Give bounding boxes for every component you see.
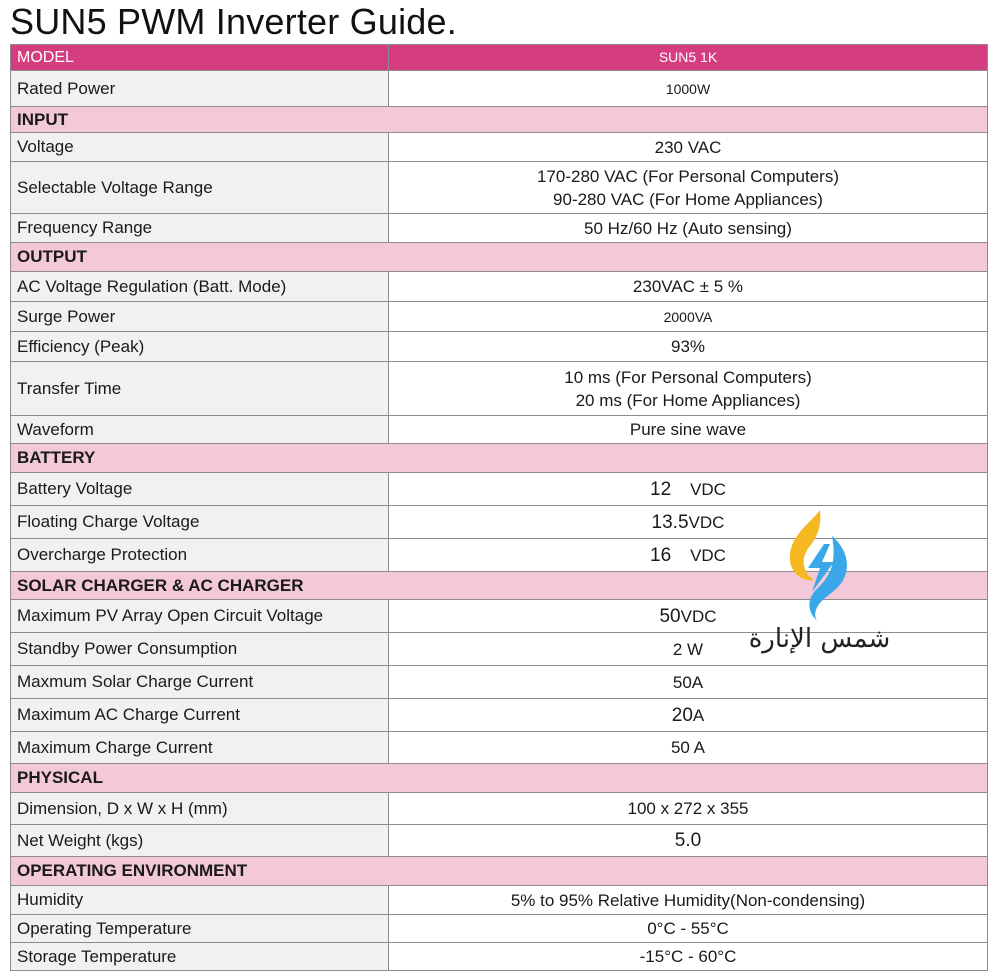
table-row — [11, 362, 988, 416]
row-value: 2 W — [389, 633, 988, 666]
table-row — [11, 825, 988, 857]
table-row — [11, 699, 988, 732]
section-title: PHYSICAL — [11, 764, 988, 793]
row-label: Battery Voltage — [11, 473, 389, 506]
table-row — [11, 133, 988, 162]
row-value: 230VAC ± 5 % — [389, 272, 988, 302]
row-value: 230 VAC — [389, 133, 988, 162]
row-label: Floating Charge Voltage — [11, 506, 389, 539]
row-label: Waveform — [11, 416, 389, 444]
row-value-line: 10 ms (For Personal Computers) — [564, 367, 812, 387]
section-title: INPUT — [11, 107, 988, 133]
row-value — [389, 473, 988, 506]
section-header-input — [11, 107, 988, 133]
row-label: Operating Temperature — [11, 915, 389, 943]
model-value: SUN5 1K — [389, 45, 988, 71]
watermark-text: شمس الإنارة — [748, 624, 891, 654]
table-row — [11, 214, 988, 243]
row-value — [389, 699, 988, 732]
row-value: 0°C - 55°C — [389, 915, 988, 943]
table-row — [11, 793, 988, 825]
row-value: 50 A — [389, 732, 988, 764]
row-label: Maximum PV Array Open Circuit Voltage — [11, 600, 389, 633]
row-value-line: 90-280 VAC (For Home Appliances) — [553, 189, 823, 209]
section-title: SOLAR CHARGER & AC CHARGER — [11, 572, 988, 600]
row-label: Voltage — [11, 133, 389, 162]
row-label: Frequency Range — [11, 214, 389, 243]
row-label: Maximum Charge Current — [11, 732, 389, 764]
row-label: Maxmum Solar Charge Current — [11, 666, 389, 699]
table-row — [11, 416, 988, 444]
row-value-text: 5.0 — [674, 830, 702, 851]
row-value: -15°C - 60°C — [389, 943, 988, 971]
section-title: OPERATING ENVIRONMENT — [11, 857, 988, 886]
table-row — [11, 272, 988, 302]
row-label: Surge Power — [11, 302, 389, 332]
row-label: Selectable Voltage Range — [11, 162, 389, 214]
table-row — [11, 915, 988, 943]
row-value-line: 20 ms (For Home Appliances) — [575, 390, 801, 410]
row-value-text: 1000W — [665, 80, 711, 97]
table-row — [11, 886, 988, 915]
flame-bolt-icon — [780, 506, 860, 621]
row-value-number: 16 — [650, 544, 672, 566]
row-value-number: 50 — [659, 605, 681, 627]
row-value — [389, 302, 988, 332]
row-label: Efficiency (Peak) — [11, 332, 389, 362]
row-value-unit: VDC — [680, 606, 717, 626]
row-value: 93% — [389, 332, 988, 362]
model-header-row — [11, 45, 988, 71]
row-value: 100 x 272 x 355 — [389, 793, 988, 825]
table-row — [11, 162, 988, 214]
row-label: Dimension, D x W x H (mm) — [11, 793, 389, 825]
section-header-output — [11, 243, 988, 272]
row-value: 50 Hz/60 Hz (Auto sensing) — [389, 214, 988, 243]
row-value-number: 20 — [671, 704, 693, 726]
table-row — [11, 943, 988, 971]
row-value-unit: A — [692, 705, 705, 725]
row-value — [389, 71, 988, 107]
row-value: 50A — [389, 666, 988, 699]
table-row — [11, 732, 988, 764]
row-value-unit: VDC — [690, 545, 726, 565]
section-header-environment — [11, 857, 988, 886]
row-value-unit: VDC — [688, 512, 725, 532]
row-label: Net Weight (kgs) — [11, 825, 389, 857]
table-row — [11, 302, 988, 332]
row-value-number: 12 — [650, 478, 672, 500]
section-header-physical — [11, 764, 988, 793]
row-value — [389, 362, 988, 416]
row-label: Humidity — [11, 886, 389, 915]
table-row — [11, 71, 988, 107]
row-value-unit: VDC — [690, 479, 726, 499]
row-label: Standby Power Consumption — [11, 633, 389, 666]
model-label: MODEL — [11, 45, 389, 71]
row-value: 5% to 95% Relative Humidity(Non-condensing) — [389, 886, 988, 915]
row-value: Pure sine wave — [389, 416, 988, 444]
row-label: Rated Power — [11, 71, 389, 107]
row-label: Overcharge Protection — [11, 539, 389, 572]
watermark-logo — [732, 506, 932, 676]
row-value-line: 170-280 VAC (For Personal Computers) — [536, 166, 840, 186]
row-value — [389, 162, 988, 214]
section-title: OUTPUT — [11, 243, 988, 272]
row-label: Maximum AC Charge Current — [11, 699, 389, 732]
row-label: Transfer Time — [11, 362, 389, 416]
row-value-text: 2000VA — [663, 308, 713, 325]
page-title: SUN5 PWM Inverter Guide. — [10, 1, 457, 42]
section-header-battery — [11, 444, 988, 473]
section-title: BATTERY — [11, 444, 988, 473]
row-value-number: 13.5 — [651, 511, 689, 533]
table-row — [11, 332, 988, 362]
row-value — [389, 825, 988, 857]
row-label: Storage Temperature — [11, 943, 389, 971]
row-label: AC Voltage Regulation (Batt. Mode) — [11, 272, 389, 302]
table-row — [11, 473, 988, 506]
